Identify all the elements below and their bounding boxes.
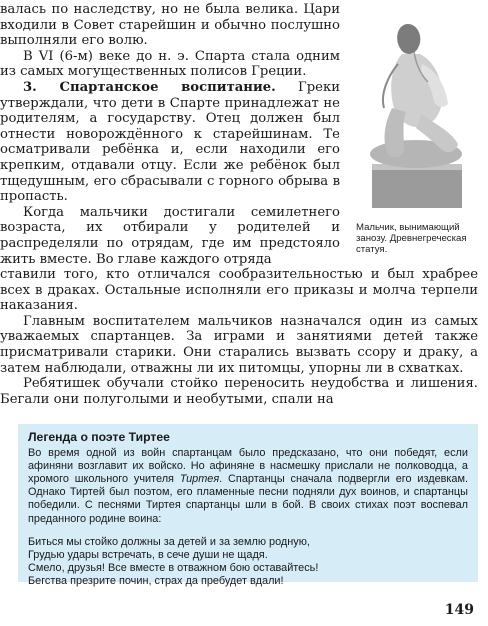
legend-text-before: Во время одной из войн спартанцам было предсказано, что они победят, если афиняни возглавит их войско. Но афиняне в насмешку прислали не полководца, а хромого школьного учителя xyxy=(28,447,468,486)
statue-caption: Мальчик, вынимающий занозу. Древнегреческая статуя. xyxy=(356,222,467,255)
statue-figure xyxy=(352,4,480,255)
paragraph-4a: Когда мальчики достигали семилетнего возраста, их отбирали у родителей и распределяли по отрядам, где им предстояло жить вместе. Во главе каждого отряда xyxy=(0,204,340,267)
poem-line: Бегства презрите почин, страх да пребудет вдали! xyxy=(28,574,284,587)
paragraph-3-text: Греки утверждали, что дети в Спарте принадлежат не родителям, а государству. Отец должен был отнести новорождённого к старейшинам. Те осматривали ребёнка и, если находили его крепким, отдавали отцу. Если же ребёнок был тщедушным, его сбрасывали с горного обрыва в пропасть. xyxy=(0,79,340,205)
legend-title: Легенда о поэте Тиртее xyxy=(28,430,170,444)
legend-text xyxy=(28,447,468,526)
legend-text-after: . Спартанцы сначала подвергли его издевкам. Однако Тиртей был поэтом, его пламенные песни подняли дух воинов, и спартанцы победили. С песнями Тиртея спартанцы шли в бой. В своих стихах поэт воспевал преданного родине воина: xyxy=(28,473,468,525)
paragraph-1: валась по наследству, но не была велика. Цари входили в Совет старейшин и обычно послушно выполняли его волю. xyxy=(0,2,340,49)
poem-line: Биться мы стойко должны за детей и за землю родную, xyxy=(28,535,310,548)
paragraph-4b: ставили того, кто отличался сообразительностью и был храбрее всех в драках. Остальные исполняли его приказы и молча терпели наказания. xyxy=(0,267,478,314)
poem-line: Смело, друзья! Все вместе в отважном бою оставайтесь! xyxy=(28,561,319,574)
paragraph-3 xyxy=(0,80,340,205)
section-heading: 3. Спартанское воспитание. xyxy=(23,79,276,95)
paragraph-6: Ребятишек обучали стойко переносить неудобства и лишения. Бегали они полуголыми и необутыми, спали на xyxy=(0,376,478,407)
paragraph-2: В VI (6-м) веке до н. э. Спарта стала одним из самых могущественных полисов Греции. xyxy=(0,48,340,80)
poem xyxy=(28,536,468,588)
legend-box xyxy=(18,424,478,587)
legend-text-name: Тиртея xyxy=(179,473,220,486)
paragraph-5: Главным воспитателем мальчиков назначался один из самых уважаемых спартанцев. За играми и занятиями детей также присматривали старики. Они старались вызвать ссору и драку, а затем наблюдали, отважны ли их питомцы, упорны ли в схватках. xyxy=(0,313,478,376)
poem-line: Грудью удары встречать, в сече души не щадя. xyxy=(28,548,268,561)
page-number: 149 xyxy=(444,602,474,618)
statue-image xyxy=(358,4,474,212)
